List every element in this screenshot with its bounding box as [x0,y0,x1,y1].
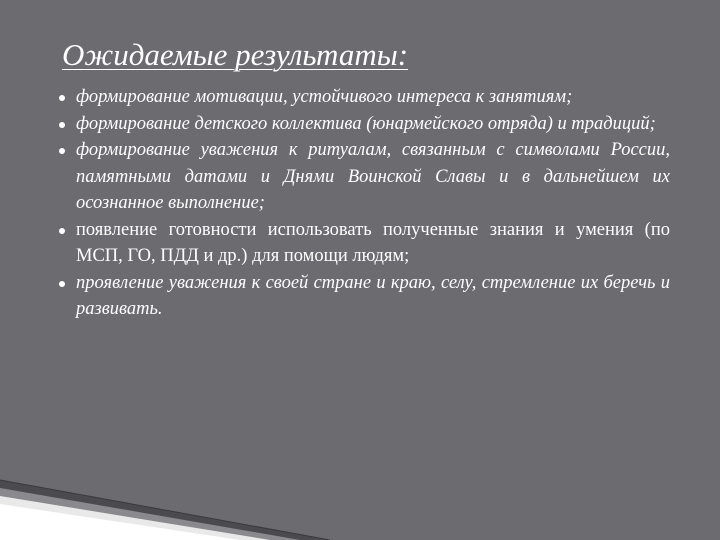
bullet-text: формирование уважения к ритуалам, связанным с символами России, памятными датами и Днями Воинской Славы и в дальнейшем их осознанное выполнение; [76,140,670,213]
bullet-text: формирование мотивации, устойчивого интереса к занятиям; [76,87,573,107]
bullet-text: появление готовности использовать полученные знания и умения (по МСП, ГО, ПДД и др.) для помощи людям; [76,219,670,266]
bullet-item [56,84,670,111]
bullet-dot-icon [59,95,65,101]
bullet-dot-icon [59,228,65,234]
bullet-item [56,111,670,138]
bullet-dot-icon [59,148,65,154]
bullet-item [56,137,670,217]
bullet-list [56,84,670,323]
corner-decoration [0,440,720,540]
bullet-text: проявление уважения к своей стране и краю, селу, стремление их беречь и развивать. [76,272,670,319]
slide-title: Ожидаемые результаты: [62,37,409,72]
bullet-item [56,270,670,323]
bullet-text: формирование детского коллектива (юнармейского отряда) и традиций; [76,113,656,134]
bullet-dot-icon [59,122,65,128]
bullet-item [56,217,670,270]
bullet-dot-icon [59,281,65,287]
